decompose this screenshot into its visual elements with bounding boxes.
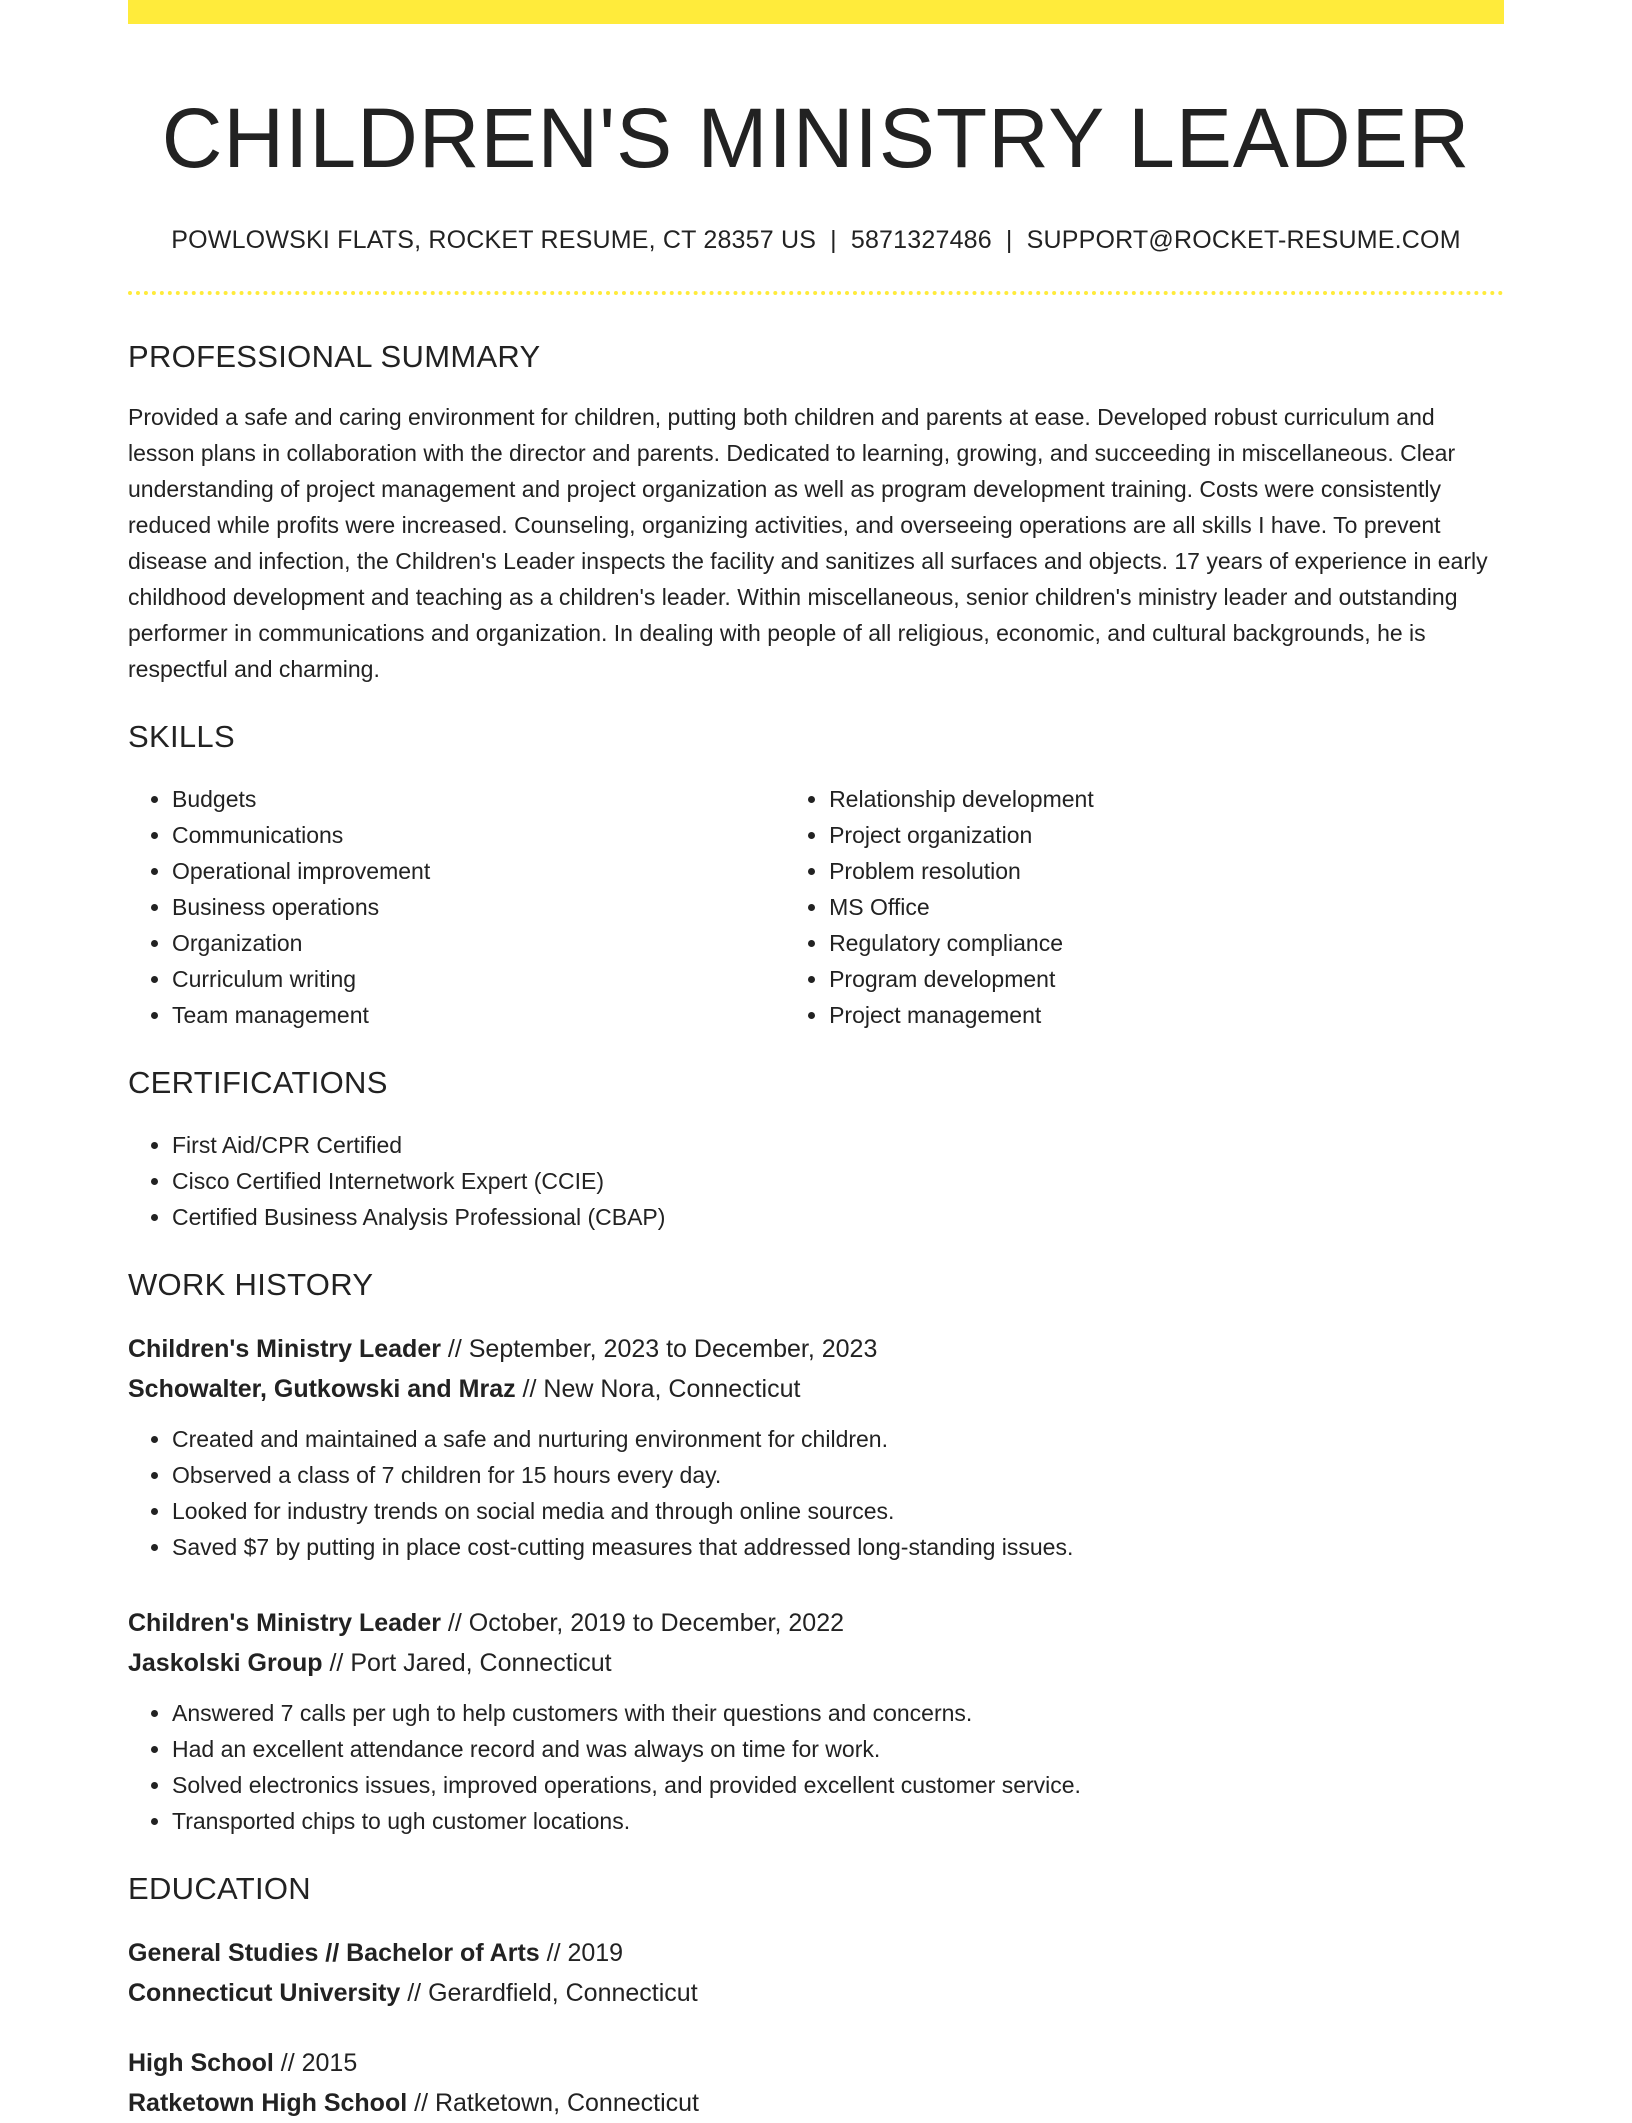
education-school-line: [128, 2083, 1504, 2123]
education-degree-line: [128, 1933, 1504, 1973]
work-history-heading: WORK HISTORY: [128, 1267, 374, 1302]
skill-item: • Regulatory compliance: [829, 925, 1504, 961]
contact-email: SUPPORT@ROCKET-RESUME.COM: [1026, 226, 1461, 254]
certifications-list: [128, 1127, 1504, 1235]
education-entry: [128, 2043, 1504, 2123]
summary-heading: PROFESSIONAL SUMMARY: [128, 339, 541, 374]
job-dates: // October, 2019 to December, 2022: [440, 1609, 844, 1637]
certification-item: • Cisco Certified Internetwork Expert (CCIE): [172, 1163, 1504, 1199]
job-location: // New Nora, Connecticut: [515, 1375, 801, 1403]
education-heading: EDUCATION: [128, 1871, 311, 1906]
job-title-line: [128, 1603, 1504, 1643]
certification-item: • Certified Business Analysis Professional (CBAP): [172, 1199, 1504, 1235]
job-bullets: [128, 1695, 1504, 1839]
job-title-line: [128, 1329, 1504, 1369]
education-year: // 2019: [539, 1939, 624, 1967]
job-bullet: • Looked for industry trends on social media and through online sources.: [172, 1493, 1504, 1529]
education-year: // 2015: [273, 2049, 358, 2077]
resume-title: CHILDREN'S MINISTRY LEADER: [161, 91, 1471, 185]
skill-item: • Project organization: [829, 817, 1504, 853]
education-degree: General Studies // Bachelor of Arts: [128, 1939, 540, 1967]
skills-list-left: [128, 781, 785, 1033]
skill-item: • Program development: [829, 961, 1504, 997]
skill-item: • Budgets: [172, 781, 785, 817]
skill-item: • MS Office: [829, 889, 1504, 925]
skill-item: • Communications: [172, 817, 785, 853]
job-company: Schowalter, Gutkowski and Mraz: [128, 1375, 516, 1403]
contact-address: POWLOWSKI FLATS, ROCKET RESUME, CT 28357 US: [171, 226, 817, 254]
certifications-heading: CERTIFICATIONS: [128, 1065, 388, 1100]
certifications-section: [128, 1065, 1504, 1235]
skills-grid: [128, 781, 1504, 1033]
job-bullet: • Observed a class of 7 children for 15 hours every day.: [172, 1457, 1504, 1493]
job-title: Children's Ministry Leader: [128, 1609, 441, 1637]
education-location: // Ratketown, Connecticut: [407, 2089, 699, 2117]
contact-separator: |: [830, 226, 837, 254]
education-school: Connecticut University: [128, 1979, 401, 2007]
skill-item: • Team management: [172, 997, 785, 1033]
skills-list-right: [785, 781, 1504, 1033]
job-bullet: • Answered 7 calls per ugh to help customers with their questions and concerns.: [172, 1695, 1504, 1731]
education-location: // Gerardfield, Connecticut: [400, 1979, 698, 2007]
skill-item: • Curriculum writing: [172, 961, 785, 997]
job-dates: // September, 2023 to December, 2023: [440, 1335, 878, 1363]
job-bullet: • Had an excellent attendance record and was always on time for work.: [172, 1731, 1504, 1767]
job-bullet: • Saved $7 by putting in place cost-cutting measures that addressed long-standing issues.: [172, 1529, 1504, 1565]
education-degree-line: [128, 2043, 1504, 2083]
job-company-line: [128, 1369, 1504, 1409]
job-company: Jaskolski Group: [128, 1649, 323, 1677]
summary-text: Provided a safe and caring environment for children, putting both children and parents at ease. Developed robust curriculum and lesson plans in collaboration with the director and parents. Dedicated to learning, growing, and succeeding in miscellaneous. Clear understanding of project management and project organization as well as program development training. Costs were consistently reduced while profits were increased. Counseling, organizing activities, and overseeing operations are all skills I have. To prevent disease and infection, the Children's Leader inspects the facility and sanitizes all surfaces and objects. 17 years of experience in early childhood development and teaching as a children's leader. Within miscellaneous, senior children's ministry leader and outstanding performer in communications and organization. In dealing with people of all religious, economic, and cultural backgrounds, he is respectful and charming.: [128, 404, 1488, 682]
certification-item: • First Aid/CPR Certified: [172, 1127, 1504, 1163]
skills-heading: SKILLS: [128, 719, 235, 754]
job-entry: [128, 1603, 1504, 1839]
contact-separator: |: [1005, 226, 1013, 254]
job-bullet: • Transported chips to ugh customer locations.: [172, 1803, 1504, 1839]
job-company-line: [128, 1643, 1504, 1683]
dotted-divider: [128, 291, 1504, 295]
education-section: [128, 1871, 1504, 2123]
skill-item: • Project management: [829, 997, 1504, 1033]
skill-item: • Problem resolution: [829, 853, 1504, 889]
skill-item: • Relationship development: [829, 781, 1504, 817]
skill-item: • Business operations: [172, 889, 785, 925]
job-location: // Port Jared, Connecticut: [322, 1649, 612, 1677]
education-school: Ratketown High School: [128, 2089, 408, 2117]
contact-phone: 5871327486: [850, 226, 992, 254]
skill-item: • Organization: [172, 925, 785, 961]
work-history-section: [128, 1267, 1504, 1839]
job-entry: [128, 1329, 1504, 1565]
education-entry: [128, 1933, 1504, 2013]
education-school-line: [128, 1973, 1504, 2013]
skills-section: [128, 719, 1504, 1033]
job-bullet: • Solved electronics issues, improved operations, and provided excellent customer service.: [172, 1767, 1504, 1803]
job-title: Children's Ministry Leader: [128, 1335, 441, 1363]
job-bullet: • Created and maintained a safe and nurturing environment for children.: [172, 1421, 1504, 1457]
resume-content: [128, 24, 1504, 2123]
contact-line: [128, 226, 1504, 255]
job-bullets: [128, 1421, 1504, 1565]
accent-top-bar: [128, 0, 1504, 24]
education-degree: High School: [128, 2049, 274, 2077]
skill-item: • Operational improvement: [172, 853, 785, 889]
